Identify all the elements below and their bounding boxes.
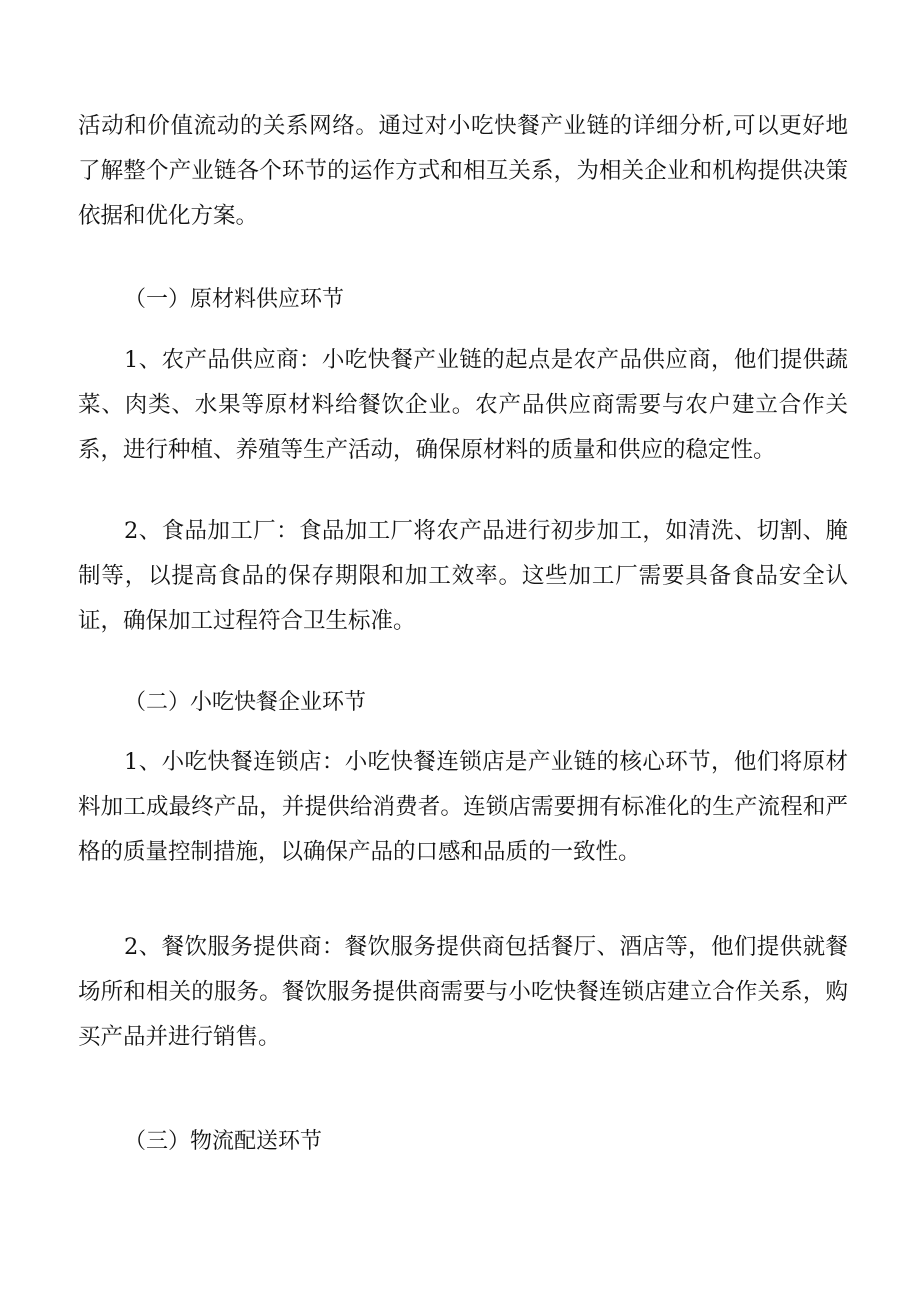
paragraph-intro: 活动和价值流动的关系网络。通过对小吃快餐产业链的详细分析,可以更好地了解整个产业链各个环节的运作方式和相互关系，为相关企业和机构提供决策依据和优化方案。 [78, 113, 848, 229]
paragraph-chain-stores: 1、小吃快餐连锁店：小吃快餐连锁店是产业链的核心环节，他们将原材料加工成最终产品，并提供给消费者。连锁店需要拥有标准化的生产流程和严格的质量控制措施，以确保产品的口感和品质的一致性。 [78, 749, 848, 865]
paragraph-agri-suppliers: 1、农产品供应商：小吃快餐产业链的起点是农产品供应商，他们提供蔬菜、肉类、水果等原材料给餐饮企业。农产品供应商需要与农户建立合作关系，进行种植、养殖等生产活动，确保原材料的质量和供应的稳定性。 [78, 347, 848, 463]
paragraph-food-processing: 2、食品加工厂：食品加工厂将农产品进行初步加工，如清洗、切割、腌制等，以提高食品的保存期限和加工效率。这些加工厂需要具备食品安全认证，确保加工过程符合卫生标准。 [78, 518, 848, 634]
heading-snack-enterprises: （二）小吃快餐企业环节 [124, 690, 367, 715]
paragraph-catering-services: 2、餐饮服务提供商：餐饮服务提供商包括餐厅、酒店等，他们提供就餐场所和相关的服务。餐饮服务提供商需要与小吃快餐连锁店建立合作关系，购买产品并进行销售。 [78, 934, 848, 1050]
heading-logistics: （三）物流配送环节 [124, 1129, 323, 1154]
heading-raw-materials: （一）原材料供应环节 [124, 287, 345, 312]
